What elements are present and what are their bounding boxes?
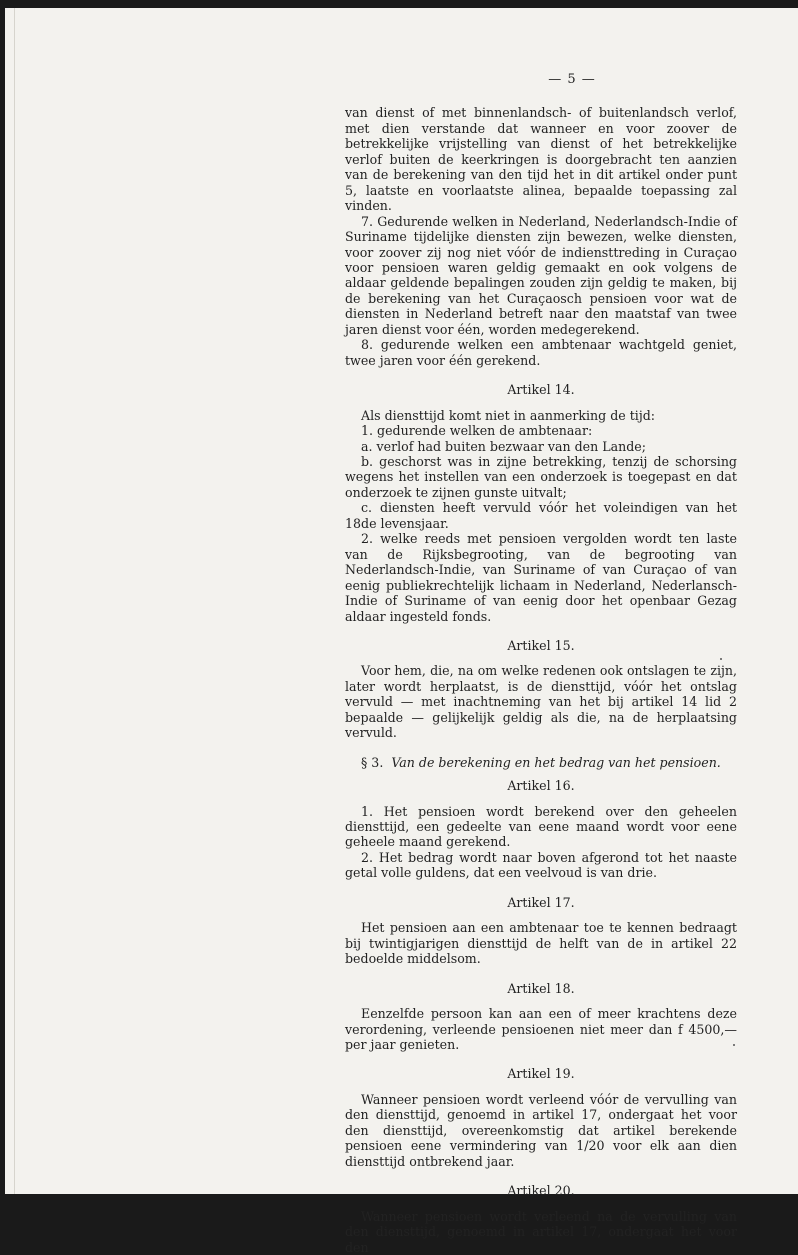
paragraph: Als diensttijd komt niet in aanmerking de tijd:: [361, 407, 656, 423]
page-content: [345, 72, 737, 1255]
page-number: — 5 —: [548, 72, 596, 87]
paragraph: Voor hem, die, na om welke redenen ook ontslagen te zijn, later wordt herplaatst, is de diensttijd, vóór het ontslag vervuld — met inachtneming van het bij artikel 14 lid 2 bepaalde — gelijkelijk geldig als die, na de herplaatsing vervuld.: [345, 663, 737, 741]
article-heading: Artikel 17.: [507, 894, 575, 910]
section-title: Van de berekening en het bedrag van het pensioen.: [391, 754, 721, 770]
speck: [720, 658, 722, 660]
paragraph: 7. Gedurende welken in Nederland, Nederlandsch-Indie of Suriname tijdelijke diensten zijn bewezen, welke diensten, voor zoover zij nog niet vóór de indiensttreding in Curaçao voor pensioen waren geldig gemaakt en ook volgens de aldaar geldende bepalingen zouden zijn geldig te maken, bij de berekening van het Curaçaosch pensioen voor wat de diensten in Nederland betreft naar den maatstaf van twee jaren dienst voor één, worden medegerekend.: [345, 213, 737, 337]
speck: [733, 1044, 735, 1046]
section-label: § 3.: [361, 754, 384, 770]
article-heading: Artikel 14.: [507, 382, 575, 398]
article-heading: Artikel 20.: [507, 1183, 575, 1199]
paragraph: 2. Het bedrag wordt naar boven afgerond tot het naaste getal volle guldens, dat een veelvoud is van drie.: [345, 849, 737, 881]
paragraph: van dienst of met binnenlandsch- of buitenlandsch verlof, met dien verstande dat wanneer en voor zoover de betrekkelijke vrijstelling van dienst of het betrekkelijke verlof buiten de keerkringen is doorgebracht ten aanzien van de berekening van den tijd het in dit artikel onder punt 5, laatste en voorlaatste alinea, bepaalde toepassing zal vinden.: [345, 105, 737, 214]
page-margin-line: [14, 8, 15, 1194]
paragraph: Eenzelfde persoon kan aan een of meer krachtens deze verordening, verleende pensioenen niet meer dan f 4500,— per jaar genieten.: [345, 1006, 737, 1053]
paragraph: 1. Het pensioen wordt berekend over den geheelen diensttijd, een gedeelte van eene maand wordt voor eene geheele maand gerekend.: [345, 803, 737, 850]
list-item: c. diensten heeft vervuld vóór het voleindigen van het 18de levensjaar.: [345, 500, 737, 531]
article-heading: Artikel 18.: [507, 980, 575, 996]
list-item: 2. welke reeds met pensioen vergolden wordt ten laste van de Rijksbegrooting, van de begrooting van Nederlandsch-Indie, van Suriname of van Curaçao of van eenig publiekrechtelijk lichaam in Nederland, Nederlansch-Indie of Suriname of van eenig door het openbaar Gezag aldaar ingesteld fonds.: [345, 531, 737, 624]
article-heading: Artikel 19.: [507, 1066, 575, 1082]
article-heading: Artikel 15.: [507, 637, 575, 653]
section-heading: [345, 755, 737, 770]
document-page: [5, 8, 798, 1255]
paragraph: Wanneer pensioen wordt verleend vóór de vervulling van den diensttijd, genoemd in artikel 17, ondergaat het voor den diensttijd, overeenkomstig dat artikel berekende pensioen eene vermindering van 1/20 voor elk aan dien diensttijd ontbrekend jaar.: [345, 1091, 737, 1169]
list-item: a. verlof had buiten bezwaar van den Lande;: [361, 438, 646, 454]
list-item: b. geschorst was in zijne betrekking, tenzij de schorsing wegens het instellen van een onderzoek is toegepast en dat onderzoek te zijnen gunste uitvalt;: [345, 453, 737, 500]
article-heading: Artikel 16.: [507, 778, 575, 794]
paragraph: 8. gedurende welken een ambtenaar wachtgeld geniet, twee jaren voor één gerekend.: [345, 337, 737, 368]
paragraph: Het pensioen aan een ambtenaar toe te kennen bedraagt bij twintigjarigen diensttijd de helft van de in artikel 22 bedoelde middelsom.: [345, 920, 737, 967]
list-item: 1. gedurende welken de ambtenaar:: [361, 423, 593, 439]
paragraph: Wanneer pensioen wordt verleend na de vervulling van den diensttijd, genoemd in artikel 17, ondergaat het voor den: [345, 1208, 737, 1255]
